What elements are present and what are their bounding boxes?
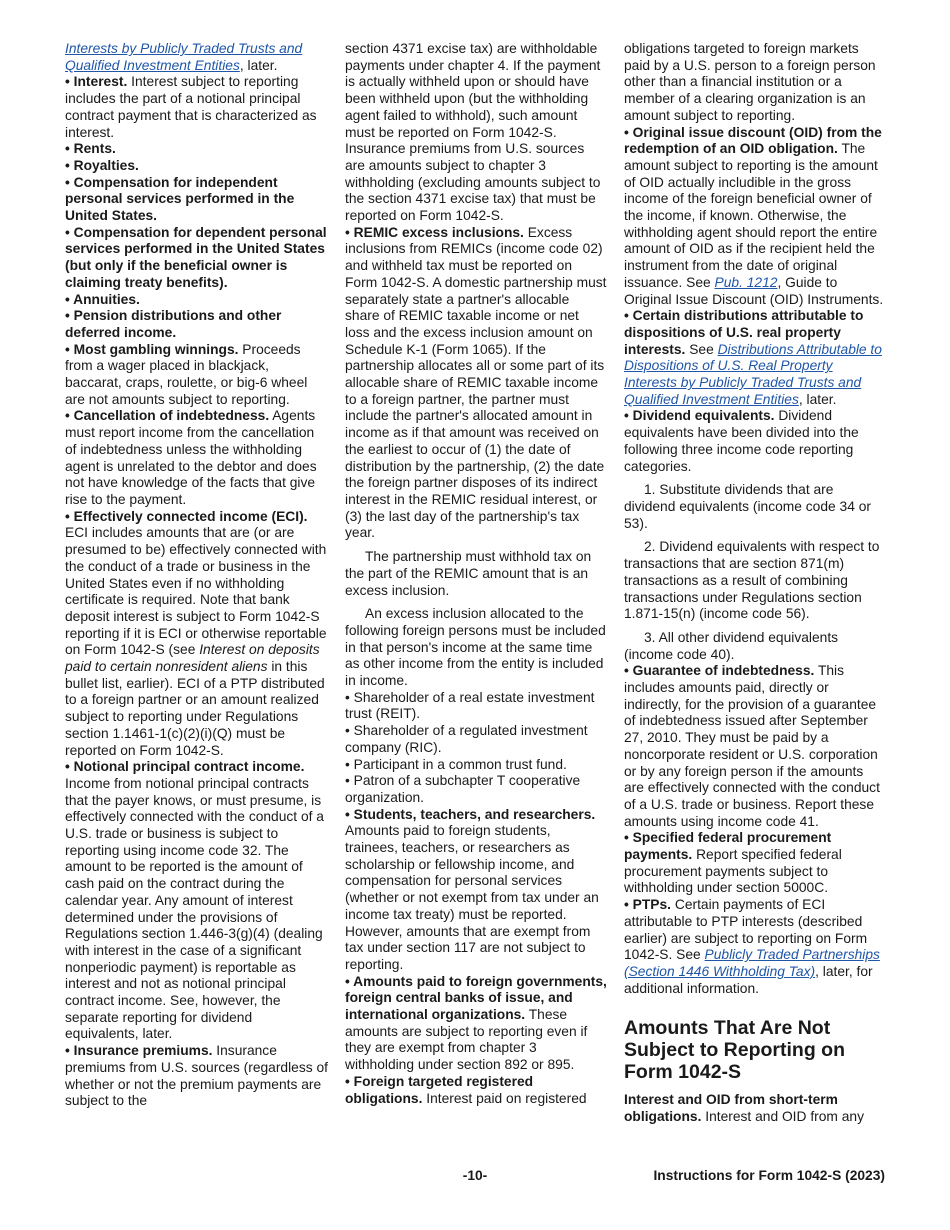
paragraph-partnership: The partnership must withhold tax on the part of the REMIC amount that is an excess inclusion. xyxy=(345,549,592,598)
bullet-eci: • Effectively connected income (ECI). ECI includes amounts that are (or are presumed to be) effectively connected with the conduct of a trade or business in the United States even if no withholding certificate is required. Note that bank deposit interest is subject to Form 1042-S reporting if it is ECI or otherwise reportable on Form 1042-S (see Interest on deposits paid to certain nonresident aliens in this bullet list, earlier). ECI of a PTP distributed to a foreign partner or an amount realized subject to reporting under Regulations section 1.1461-1(c)(2)(i)(Q) must be reported on Form 1042-S. xyxy=(65,508,327,758)
paragraph-obligations-cont: obligations targeted to foreign markets paid by a U.S. person to a foreign person other than a financial institution or a member of a clearing organization is an amount subject to reporting. xyxy=(624,41,876,123)
bullet-guarantee: • Guarantee of indebtedness. This includes amounts paid, directly or indirectly, for the provision of a guarantee of indebtedness issued after September 27, 2010. They must be paid by a noncorporate resident or U.S. corporation or by any foreign person if the amounts are effectively connected with the conduct of a U.S. trade or business. Report these amounts using income code 41. xyxy=(624,663,880,829)
list-item-dividend-2: 2. Dividend equivalents with respect to transactions that are section 871(m) transactions as a result of combining transactions under Regulations section 1.871-15(n) (income code 56). xyxy=(624,539,880,622)
bullet-cooperative: • Patron of a subchapter T cooperative organization. xyxy=(345,773,581,805)
bullet-ptps: • PTPs. Certain payments of ECI attributable to PTP interests (described earlier) are subject to reporting on Form 1042-S. See Publicly Traded Partnerships (Section 1446 Withholding Tax), later, for additional information. xyxy=(624,897,880,996)
list-item-dividend-1: 1. Substitute dividends that are dividend equivalents (income code 34 or 53). xyxy=(624,482,871,531)
column-1 xyxy=(65,41,328,1110)
bullet-gambling: • Most gambling winnings. Proceeds from a wager placed in blackjack, baccarat, craps, roulette, or big-6 wheel are not amounts subject to reporting. xyxy=(65,341,308,407)
bullet-oid: • Original issue discount (OID) from the redemption of an OID obligation. The amount subject to reporting is the amount of OID actually includible in the gross income of the foreign beneficial owner of the income, if known. Otherwise, the withholding agent should report the entire amount of OID as if the recipient held the instrument from the date of original issuance. See Pub. 1212, Guide to Original Issue Discount (OID) Instruments. xyxy=(624,124,884,307)
paragraph-short-term: Interest and OID from short-term obligations. Interest and OID from any xyxy=(624,1092,864,1125)
bullet-notional-principal: • Notional principal contract income. Income from notional principal contracts that the payer knows, or must presume, is effectively connected with the conduct of a U.S. trade or business is subject to reporting using income code 32. The amount to be reported is the amount of cash paid on the contract during the calendar year. Any amount of interest determined under the provisions of Regulations section 1.446-3(g)(4) (dealing with interest in the case of a significant nonperiodic payment) is reportable as interest and not as notional principal contract income. See, however, the separate reporting for dividend equivalents, later. xyxy=(65,759,324,1042)
paragraph-excess-inclusion: An excess inclusion allocated to the following foreign persons must be included in that person's income at the same time as other income from the entity is included in income. xyxy=(345,606,606,689)
bullet-royalties: • Royalties. xyxy=(65,157,139,173)
bullet-reit: • Shareholder of a real estate investment trust (REIT). xyxy=(345,689,595,722)
link-distributions[interactable]: Distributions Attributable to Dispositions of U.S. Real Property Interests by Publicly Traded Trusts and Qualified Investment Entities xyxy=(624,341,882,407)
bullet-annuities: • Annuities. xyxy=(65,291,140,307)
bullet-remic: • REMIC excess inclusions. Excess inclusions from REMICs (income code 02) and withheld tax must be reported on Form 1042-S. A domestic partnership must separately state a partner's allocable share of REMIC taxable income or net loss and the excess inclusion amount on Schedule K-1 (Form 1065). If the partnership allocates all or some part of its allocable share of REMIC taxable income to a foreign partner, the partner must include the partner's allocated amount in income as if that amount was received on the earliest to occur of (1) the date of distribution by the partnership, (2) the date the foreign partner disposes of its indirect interest in the REMIC residual interest, or (3) the last day of the partnership's tax year. xyxy=(345,224,607,541)
page-number: -10- xyxy=(462,1168,488,1183)
bullet-dividend-equivalents: • Dividend equivalents. Dividend equivalents have been divided into the following three income code reporting categories. xyxy=(624,408,859,474)
document-title: Instructions for Form 1042-S (2023) xyxy=(653,1168,885,1183)
bullet-independent-comp: • Compensation for independent personal services performed in the United States. xyxy=(65,174,295,224)
bullet-cancellation: • Cancellation of indebtedness. Agents must report income from the cancellation of indebtedness unless the withholding agent is unrelated to the debtor and does not have knowledge of the facts that give rise to the payment. xyxy=(65,408,317,507)
link-ptp-section-1446[interactable]: Publicly Traded Partnerships (Section 1446 Withholding Tax) xyxy=(624,947,880,979)
bullet-real-property: • Certain distributions attributable to dispositions of U.S. real property interests. See Distributions Attributable to Dispositions of U.S. Real Property Interests by Publicly Traded Trusts and Qualified Investment Entities, later. xyxy=(624,308,882,407)
bullet-foreign-targeted: • Foreign targeted registered obligations. Interest paid on registered xyxy=(345,1073,587,1106)
bullet-common-trust: • Participant in a common trust fund. xyxy=(345,756,567,772)
link-interests-ptt[interactable]: Interests by Publicly Traded Trusts and Qualified Investment Entities xyxy=(65,41,303,73)
bullet-pension: • Pension distributions and other deferred income. xyxy=(65,308,282,340)
section-heading: Amounts That Are Not Subject to Reporting on Form 1042-S xyxy=(624,1017,845,1084)
link-pub-1212[interactable]: Pub. 1212 xyxy=(714,274,778,290)
bullet-foreign-governments: • Amounts paid to foreign governments, foreign central banks of issue, and international organizations. These amounts are subject to reporting even if they are exempt from chapter 3 withholding under section 892 or 895. xyxy=(345,973,607,1073)
bullet-interest: • Interest. Interest subject to reporting includes the part of a notional principal contract payment that is characterized as interest. xyxy=(65,74,317,140)
bullet-rents: • Rents. xyxy=(65,141,116,157)
column-2 xyxy=(345,41,607,1107)
bullet-insurance: • Insurance premiums. Insurance premiums from U.S. sources (regardless of whether or not the premium payments are subject to the xyxy=(65,1043,328,1109)
paragraph-intro: Interests by Publicly Traded Trusts and Qualified Investment Entities, later. xyxy=(65,41,303,73)
bullet-federal-procurement: • Specified federal procurement payments. Report specified federal procurement payments subject to withholding under section 5000C. xyxy=(624,830,842,896)
bullet-students: • Students, teachers, and researchers. Amounts paid to foreign students, trainees, teachers, or researchers as scholarship or fellowship income, and compensation for personal services (whether or not exempt from tax under an income tax treaty) must be reported. However, amounts that are exempt from tax under section 117 are not subject to reporting. xyxy=(345,806,599,972)
column-3 xyxy=(624,41,886,1126)
paragraph-insurance-cont: section 4371 excise tax) are withholdable payments under chapter 4. If the payment is actually withheld upon or should have been withheld upon (but the withholding agent failed to withhold), such amount must be reported on Form 1042-S. Insurance premiums from U.S. sources are amounts subject to chapter 3 withholding (excluding amounts subject to the section 4371 excise tax) that must be reported on Form 1042-S. xyxy=(345,41,601,224)
list-item-dividend-3: 3. All other dividend equivalents (income code 40). xyxy=(624,629,839,662)
bullet-dependent-comp: • Compensation for dependent personal services performed in the United States (but only if the beneficial owner is claiming treaty benefits). xyxy=(65,224,327,290)
bullet-ric: • Shareholder of a regulated investment company (RIC). xyxy=(345,723,588,755)
